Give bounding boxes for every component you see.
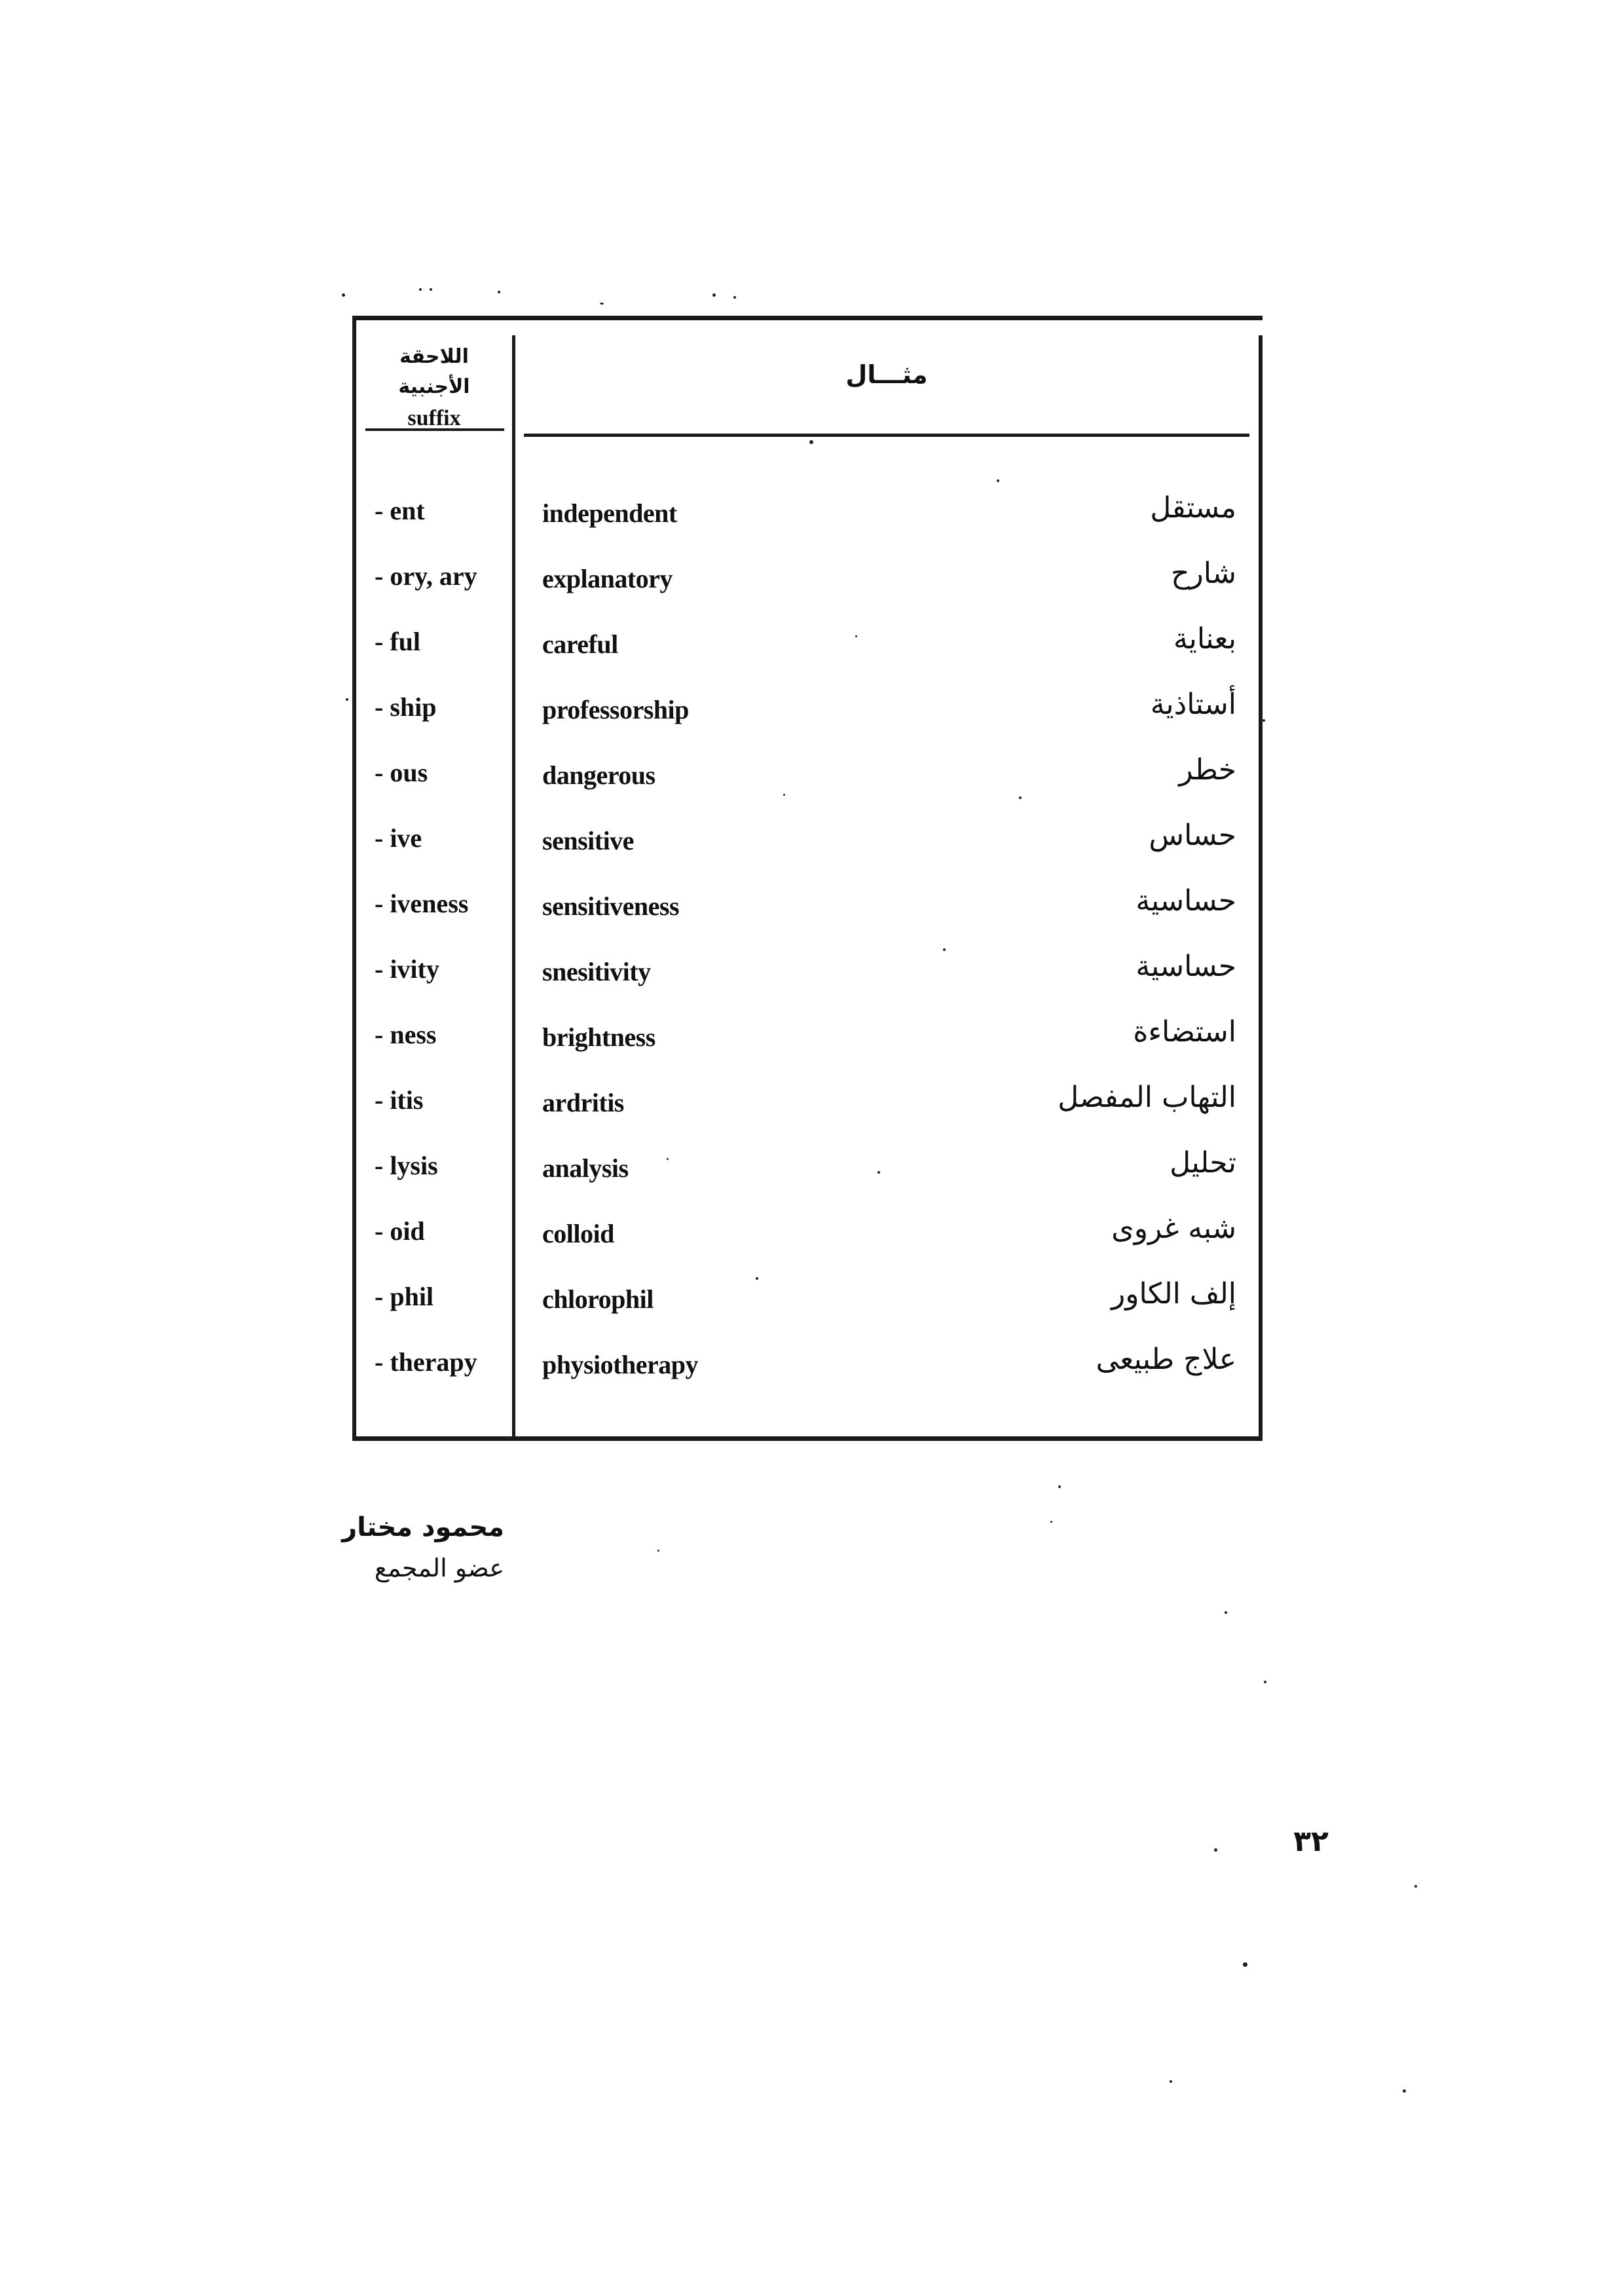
- suffix-cell: - itis: [375, 1085, 424, 1115]
- column-header-suffix: [361, 342, 507, 435]
- english-example-cell: physiotherapy: [542, 1350, 698, 1379]
- table-row: [352, 1146, 1263, 1212]
- suffix-cell: - ous: [375, 758, 428, 787]
- column-header-example: مثـــال: [845, 360, 928, 389]
- signature-name: محمود مختار: [342, 1512, 504, 1542]
- table-row: [352, 753, 1263, 819]
- arabic-example-cell: استضاءة: [1133, 1015, 1236, 1049]
- table-row: [352, 1081, 1263, 1146]
- signature-block: [341, 1506, 504, 1588]
- suffix-cell: - oid: [375, 1216, 425, 1246]
- table-bottom-rule: [352, 1436, 1263, 1441]
- english-example-cell: ardritis: [542, 1088, 624, 1117]
- suffix-cell: - ivity: [375, 954, 439, 984]
- english-example-cell: sensitive: [542, 826, 634, 855]
- scan-speck: [1170, 2080, 1172, 2083]
- signature-role: عضو المجمع: [374, 1554, 504, 1582]
- suffix-cell: - iveness: [375, 889, 469, 918]
- arabic-example-cell: تحليل: [1170, 1146, 1236, 1180]
- page-number: ٣٢: [1293, 1825, 1329, 1858]
- arabic-example-cell: مستقل: [1150, 491, 1236, 525]
- scan-speck: [1264, 1681, 1266, 1683]
- arabic-example-cell: بعناية: [1173, 622, 1236, 656]
- arabic-example-cell: التهاب المفصل: [1058, 1081, 1236, 1114]
- table-top-rule: [352, 316, 1263, 320]
- scan-speck: [430, 288, 432, 291]
- table-row: [352, 622, 1263, 688]
- arabic-example-cell: علاج طبيعى: [1096, 1343, 1236, 1376]
- arabic-example-cell: حساسية: [1135, 950, 1236, 983]
- arabic-example-cell: أستاذية: [1150, 688, 1236, 721]
- english-example-cell: brightness: [542, 1022, 655, 1052]
- scan-speck: [733, 296, 736, 299]
- suffix-cell: - therapy: [375, 1347, 477, 1377]
- scan-speck: [1214, 1848, 1217, 1852]
- header-underline-example: [524, 434, 1249, 437]
- scan-speck: [1225, 1611, 1227, 1614]
- scan-speck: [1058, 1485, 1061, 1488]
- table-row: [352, 1343, 1263, 1408]
- scan-speck: [1263, 719, 1265, 722]
- english-example-cell: colloid: [542, 1219, 614, 1248]
- suffix-cell: - ness: [375, 1020, 437, 1049]
- english-example-cell: analysis: [542, 1153, 629, 1183]
- scan-speck: [657, 1550, 659, 1552]
- table-row: [352, 557, 1263, 622]
- scan-speck: [1403, 2089, 1406, 2093]
- suffix-cell: - ive: [375, 823, 422, 853]
- table-row: [352, 688, 1263, 753]
- english-example-cell: chlorophil: [542, 1284, 654, 1314]
- scan-speck: [1050, 1521, 1052, 1523]
- suffix-cell: - ent: [375, 496, 425, 525]
- english-example-cell: dangerous: [542, 760, 655, 790]
- arabic-example-cell: شبه غروى: [1111, 1212, 1236, 1245]
- scan-speck: [1243, 1962, 1247, 1967]
- table-row: [352, 819, 1263, 884]
- arabic-example-cell: شارح: [1171, 557, 1236, 590]
- english-example-cell: professorship: [542, 695, 689, 724]
- table-row: [352, 1015, 1263, 1081]
- scan-speck: [498, 291, 500, 293]
- table-row: [352, 1277, 1263, 1343]
- scan-speck: [712, 293, 716, 297]
- arabic-example-cell: خطر: [1179, 753, 1236, 787]
- english-example-cell: independent: [542, 498, 677, 528]
- table-row: [352, 884, 1263, 950]
- suffix-cell: - phil: [375, 1282, 434, 1311]
- suffix-cell: - ory, ary: [375, 561, 477, 591]
- table-row: [352, 950, 1263, 1015]
- suffix-table: [352, 316, 1263, 1441]
- english-example-cell: explanatory: [542, 564, 673, 593]
- suffix-cell: - ful: [375, 627, 420, 656]
- table-row: [352, 491, 1263, 557]
- arabic-example-cell: إلف الكاور: [1111, 1277, 1236, 1311]
- english-example-cell: careful: [542, 629, 618, 659]
- scan-speck: [342, 293, 345, 297]
- table-body: [352, 491, 1263, 1408]
- english-example-cell: snesitivity: [542, 957, 651, 986]
- column-header-suffix-english: suffix: [407, 406, 461, 430]
- scan-speck: [346, 698, 348, 701]
- scan-speck: [1414, 1885, 1417, 1888]
- scan-speck: [419, 288, 422, 291]
- suffix-cell: - lysis: [375, 1151, 438, 1180]
- suffix-cell: - ship: [375, 692, 437, 722]
- english-example-cell: sensitiveness: [542, 891, 680, 921]
- arabic-example-cell: حساسية: [1135, 884, 1236, 918]
- column-header-suffix-arabic: اللاحقة الأجنبية: [398, 345, 470, 398]
- scan-speck: [600, 303, 604, 305]
- table-row: [352, 1212, 1263, 1277]
- arabic-example-cell: حساس: [1149, 819, 1236, 852]
